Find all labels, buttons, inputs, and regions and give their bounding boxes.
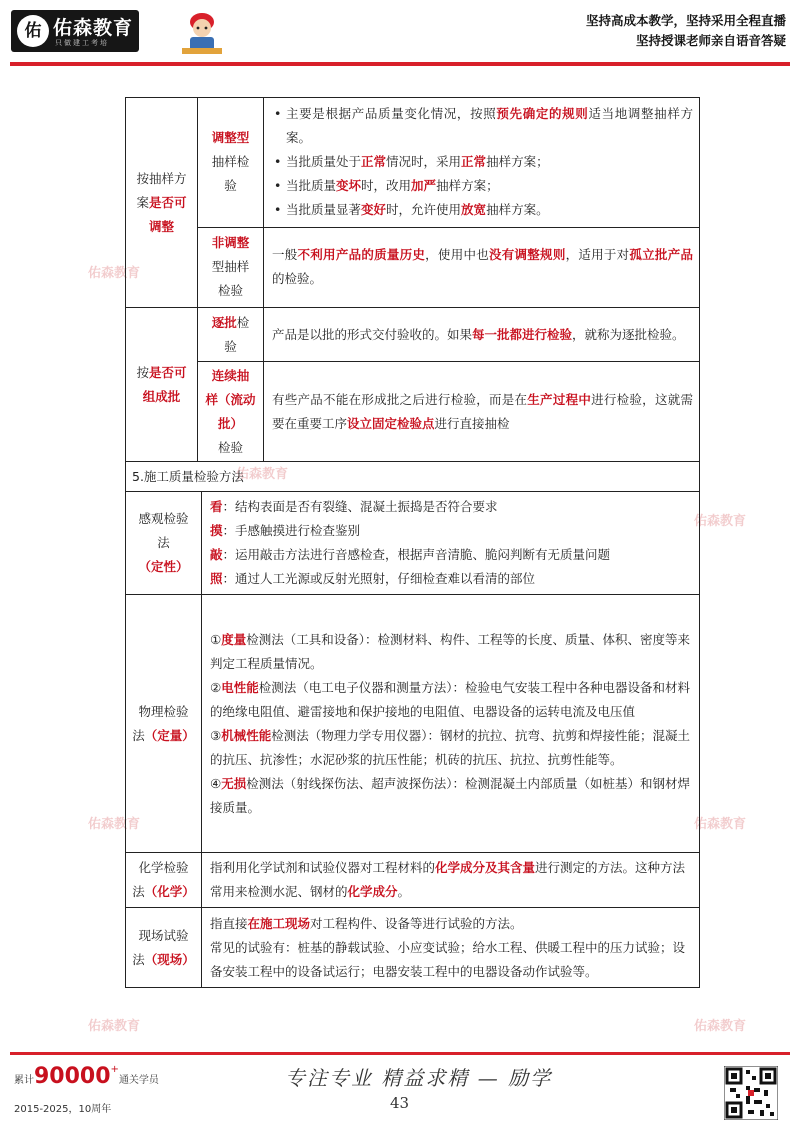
label-text: 法 [132,951,145,967]
label-text: 案 [136,194,149,210]
footer-prefix: 累计 [14,1075,34,1086]
label-highlight: 是否可 [149,364,187,380]
brand-logo [11,10,139,52]
label-highlight: 调整 [148,218,174,234]
row-label-adjustable [198,98,264,228]
chemical-description: 指利用化学试剂和试验仪器对工程材料的化学成分及其含量进行测定的方法。这种方法常用来检测水泥、钢材的化学成分。 [202,853,700,908]
label-highlight: （定量） [144,727,195,743]
methods-table [125,491,700,988]
watermark: 佑森教育 [694,1019,747,1034]
list-item: 摸：手感触摸进行检查鉴别 [210,523,361,538]
label-highlight: （化学） [144,884,195,899]
watermark: 佑森教育 [694,514,747,529]
watermark: 佑森教育 [694,817,747,832]
label-highlight: 连续抽 [211,367,250,383]
signature: 专注专业 精益求精 — 励学 [285,1066,553,1090]
label-text: 验 [224,338,237,354]
field-description [202,908,700,988]
continuous-description: 有些产品不能在形成批之后进行检验，而是在生产过程中进行检验，这就需要在重要工序设立固定检验点进行直接抽检 [264,362,700,462]
mascot-icon [176,8,228,58]
watermark: 佑森教育 [88,817,141,832]
list-item: • 当批质量处于正常情况时，采用正常抽样方案； [272,150,693,174]
label-text: 抽样检 [211,154,250,170]
row-label-field [126,908,202,988]
row-label-non-adjustable [198,227,264,307]
header-divider [10,62,790,66]
row-label-chemical [126,853,202,908]
row-label-batching [126,308,198,462]
label-text: 物理检验 [138,703,189,719]
label-text: 按 [136,364,149,380]
slogan-line-1: 坚持高成本教学，坚持采用全程直播 [585,13,786,28]
section-title: 5.施工质量检验方法 [126,462,700,492]
label-text: 法 [132,884,145,899]
inspection-table [125,97,700,492]
label-highlight: 非调整 [211,235,250,251]
list-item: ③机械性能检测法（物理力学专用仪器）：钢材的抗拉、抗弯、抗剪和焊接性能；混凝土的抗压、抗渗性；水泥砂浆的抗压性能；机砖的抗压、抗拉、抗剪性能等。 [210,727,690,767]
list-item: 看：结构表面是否有裂缝、混凝土振捣是否符合要求 [210,499,498,514]
non-adjustable-description: 一般不利用产品的质量历史，使用中也没有调整规则，适用于对孤立批产品的检验。 [264,227,700,307]
brand-subtitle: 只做建工考培 [55,39,109,47]
row-label-physical [126,595,202,853]
list-item: 照：通过人工光源或反射光照射，仔细检查难以看清的部位 [210,571,536,586]
table-row [126,462,700,492]
footer-suffix: 通关学员 [118,1075,159,1086]
page-number: 43 [390,1094,410,1112]
label-text: 现场试验 [138,927,189,943]
label-text: 检 [236,314,250,330]
footer-divider [10,1052,790,1055]
label-highlight: 是否可 [149,194,187,210]
lot-by-lot-description: 产品是以批的形式交付验收的。如果每一批都进行检验，就称为逐批检验。 [264,308,700,362]
label-highlight: 批） [217,415,243,431]
watermark: 佑森教育 [236,467,289,482]
label-highlight: （定性） [138,559,189,574]
qr-code-icon [724,1066,778,1120]
list-item: 指直接在施工现场对工程构件、设备等进行试验的方法。 [210,915,523,931]
label-highlight: 样（流动 [205,391,256,407]
table-row [126,227,700,307]
list-item: 常见的试验有：桩基的静载试验、小应变试验；给水工程、供暖工程中的压力试验；设备安装工程中的设备试运行；电器安装工程中的电器设备动作试验等。 [210,939,686,979]
sensory-description [202,492,700,595]
header-slogan [586,11,786,51]
page-header [0,0,800,62]
label-text: 检验 [217,439,243,455]
list-item: ②电性能检测法（电工电子仪器和测量方法）：检验电气安装工程中各种电器设备和材料的绝缘电阻值、避雷接地和保护接地的电阻值、电器设备的运转电流及电压值 [210,679,690,719]
table-row [126,492,700,595]
brand-name: 佑森教育 [53,17,134,39]
watermark: 佑森教育 [88,1019,141,1034]
list-item: ①度量检测法（工具和设备）：检测材料、构件、工程等的长度、质量、体积、密度等来判定工程质量情况。 [210,631,690,671]
label-text: 化学检验 [138,860,189,875]
adjustable-description [264,98,700,228]
footer-plus: + [110,1064,119,1075]
table-row [126,853,700,908]
label-text: 型抽样 [211,259,250,275]
label-text: 法 [157,535,170,550]
list-item: ④无损检测法（射线探伤法、超声波探伤法）：检测混凝土内部质量（如桩基）和钢材焊接质量。 [210,775,690,815]
table-row [126,308,700,362]
list-item: 敲：运用敲击方法进行音感检查，根据声音清脆、脆闷判断有无质量问题 [210,547,611,562]
logo-mark-icon: 佑 [17,15,49,47]
list-item: • 当批质量变坏时，改用加严抽样方案； [272,174,693,198]
footer-count: 90000 [34,1064,111,1089]
label-highlight: 逐批 [211,314,237,330]
label-text: 感观检验 [138,511,189,526]
table-row [126,362,700,462]
physical-description [202,595,700,853]
bullet-list [272,102,693,222]
table-row [126,908,700,988]
label-highlight: （现场） [144,951,195,967]
row-label-sensory [126,492,202,595]
row-label-sampling-plan [126,98,198,308]
list-item: • 主要是根据产品质量变化情况，按照预先确定的规则适当地调整抽样方案。 [272,102,693,150]
footer-stats [14,1064,159,1089]
label-text: 验 [224,178,237,194]
list-item: • 当批质量显著变好时，允许使用放宽抽样方案。 [272,198,693,222]
slogan-line-2: 坚持授课老师亲自语音答疑 [635,33,786,48]
table-row [126,595,700,853]
label-text: 按抽样方 [136,170,187,186]
label-text: 检验 [217,283,243,299]
label-highlight: 组成批 [142,388,181,404]
label-text: 法 [132,727,145,743]
watermark: 佑森教育 [88,266,141,281]
label-highlight: 调整型 [211,130,250,146]
row-label-continuous [198,362,264,462]
row-label-lot-by-lot [198,308,264,362]
table-row [126,98,700,228]
footer-years: 2015-2025，10周年 [14,1104,112,1115]
